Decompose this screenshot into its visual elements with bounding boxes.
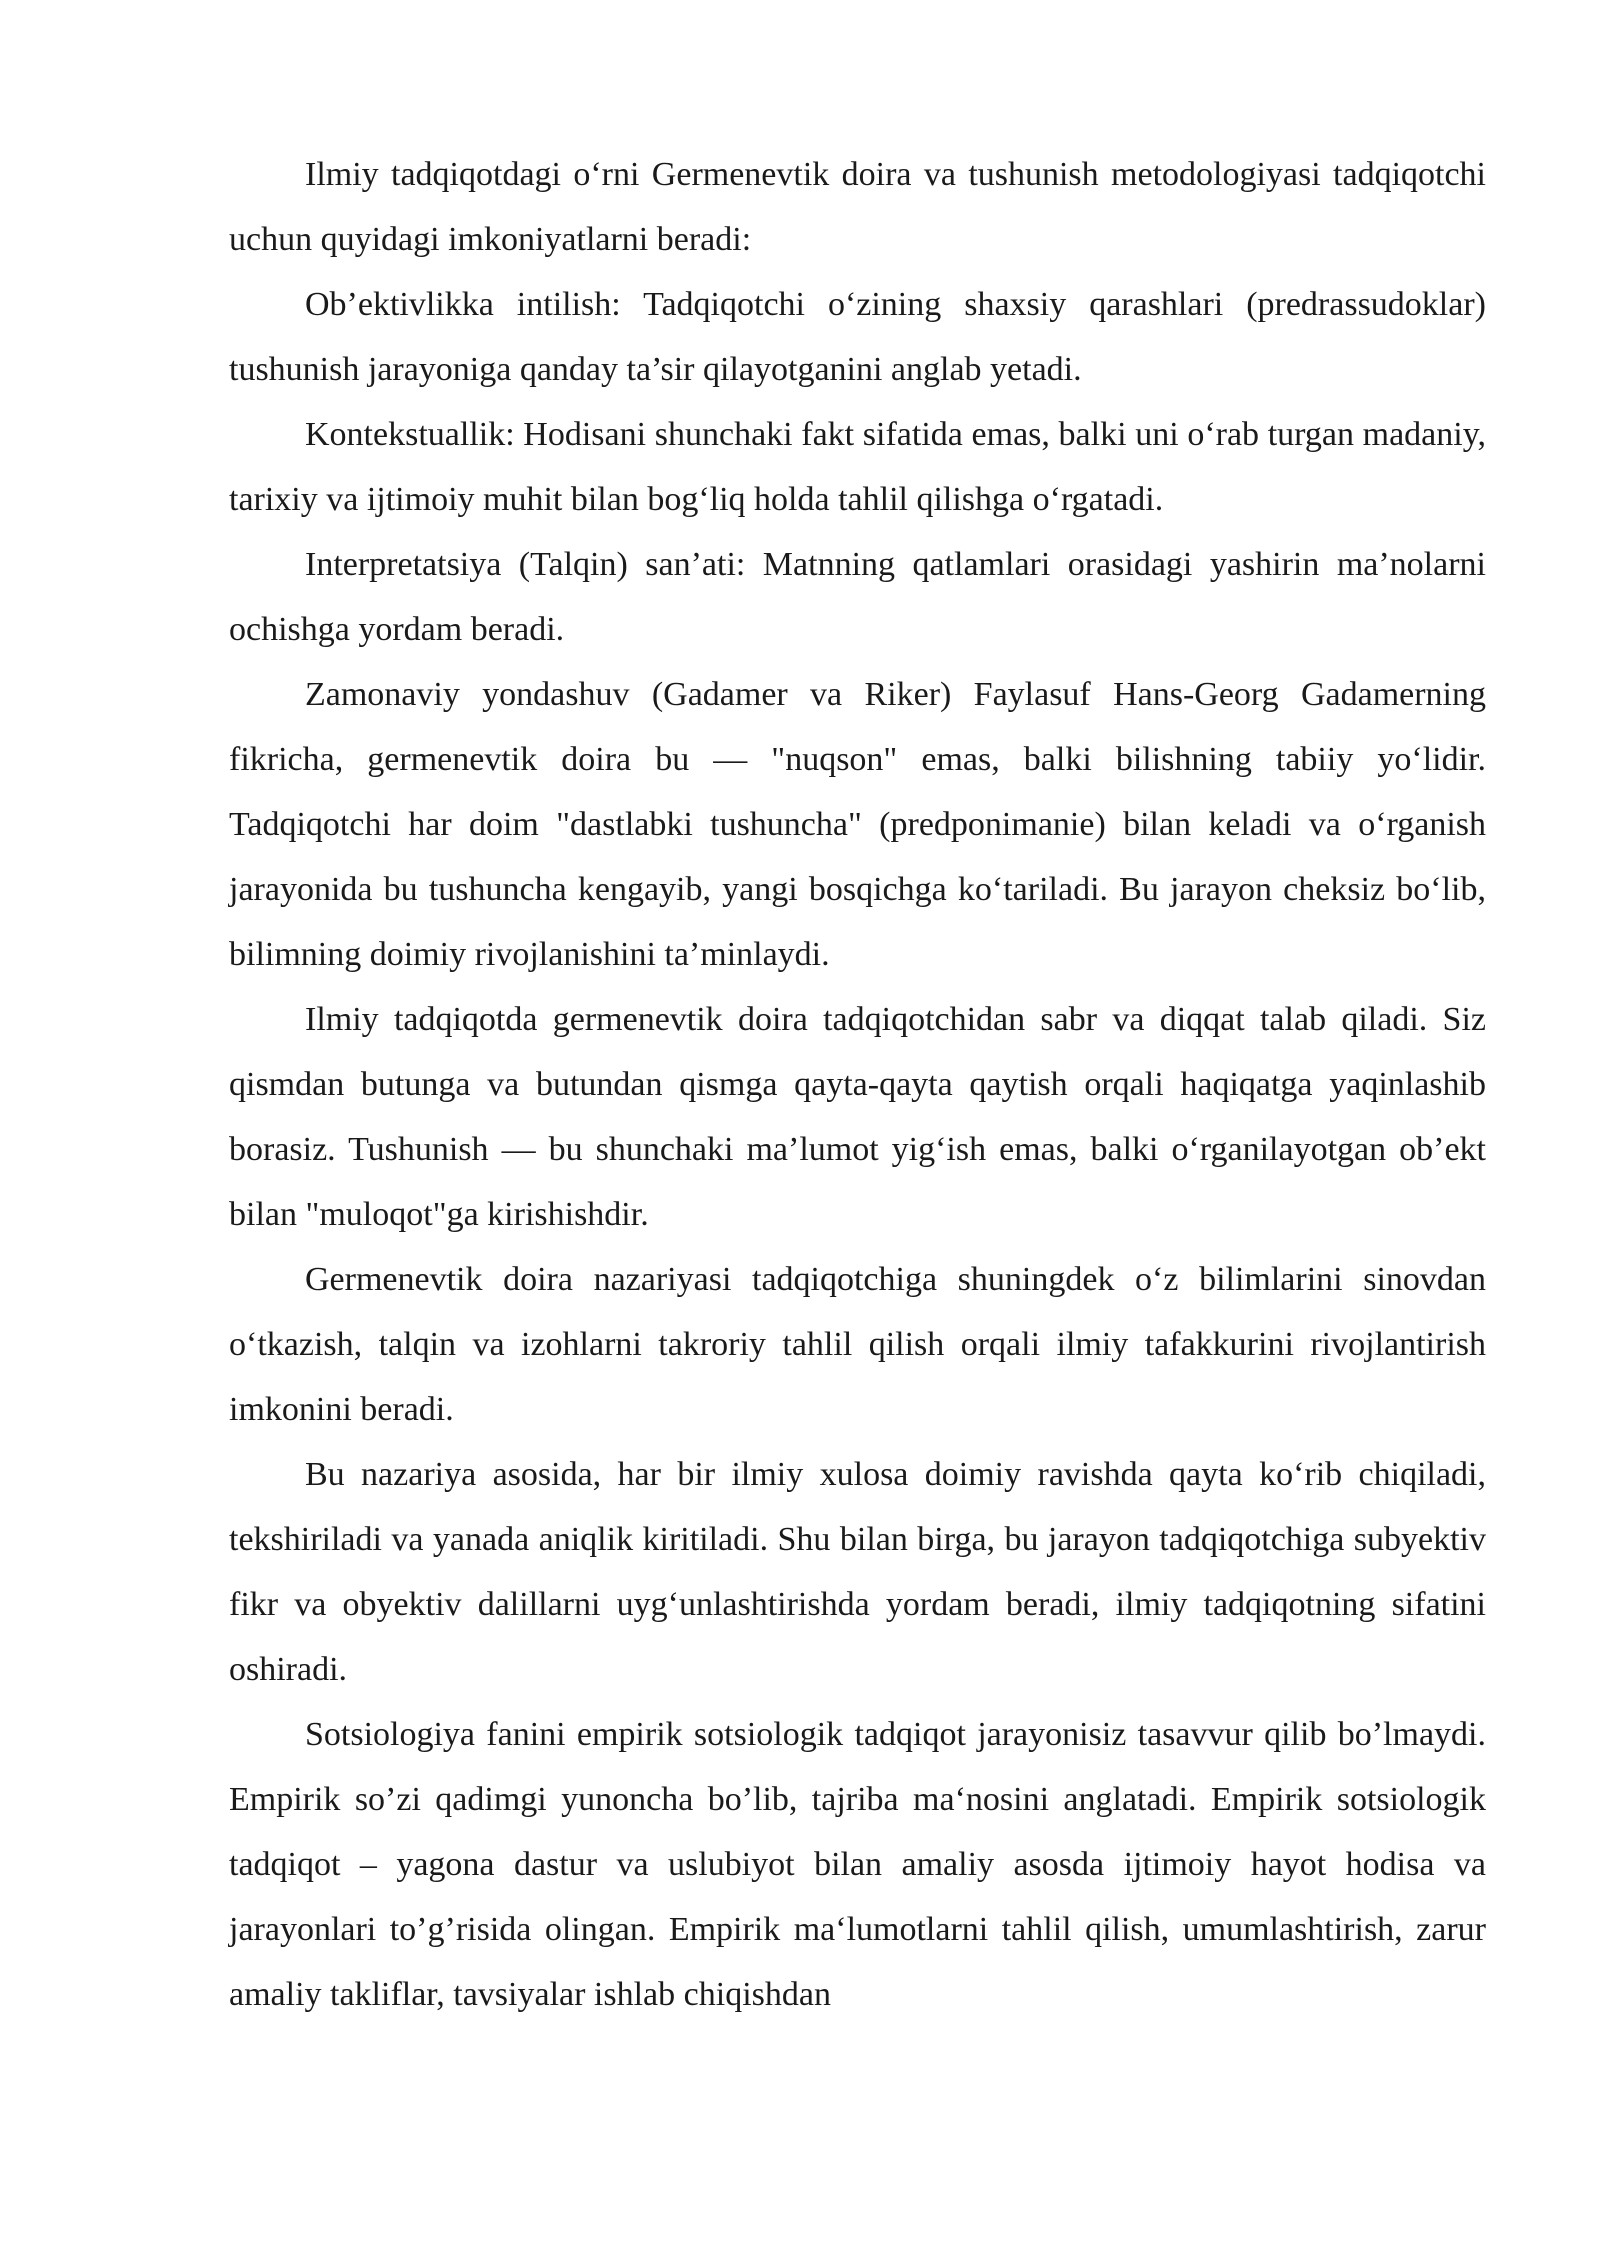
paragraph-9: Sotsiologiya fanini empirik sotsiologik tadqiqot jarayonisiz tasavvur qilib bo’lmaydi. Empirik so’zi qadimgi yunoncha bo’lib, tajriba ma‘nosini anglatadi. Empirik sotsiologik tadqiqot – yagona dastur va uslubiyot bilan amaliy asosda ijtimoiy hayot hodisa va jarayonlari to’g’risida olingan. Empirik ma‘lumotlarni tahlil qilish, umumlashtirish, zarur amaliy takliflar, tavsiyalar ishlab chiqishdan	[229, 1716, 1486, 2013]
paragraph-6: Ilmiy tadqiqotda germenevtik doira tadqiqotchidan sabr va diqqat talab qiladi. Siz qismdan butunga va butundan qismga qayta-qayta qaytish orqali haqiqatga yaqinlashib borasiz. Tushunish — bu shunchaki ma’lumot yig‘ish emas, balki o‘rganilayotgan ob’ekt bilan "muloqot"ga kirishishdir.	[229, 1001, 1486, 1233]
paragraph-2: Ob’ektivlikka intilish: Tadqiqotchi o‘zining shaxsiy qarashlari (predrassudoklar) tushunish jarayoniga qanday ta’sir qilayotganini anglab yetadi.	[229, 286, 1486, 388]
paragraph-8: Bu nazariya asosida, har bir ilmiy xulosa doimiy ravishda qayta ko‘rib chiqiladi, tekshiriladi va yanada aniqlik kiritiladi. Shu bilan birga, bu jarayon tadqiqotchiga subyektiv fikr va obyektiv dalillarni uyg‘unlashtirishda yordam beradi, ilmiy tadqiqotning sifatini oshiradi.	[229, 1456, 1486, 1688]
document-body	[229, 142, 1486, 2027]
paragraph-4: Interpretatsiya (Talqin) san’ati: Matnning qatlamlari orasidagi yashirin ma’nolarni ochishga yordam beradi.	[229, 546, 1486, 648]
paragraph-5: Zamonaviy yondashuv (Gadamer va Riker) Faylasuf Hans-Georg Gadamerning fikricha, germenevtik doira bu — "nuqson" emas, balki bilishning tabiiy yo‘lidir. Tadqiqotchi har doim "dastlabki tushuncha" (predponimanie) bilan keladi va o‘rganish jarayonida bu tushuncha kengayib, yangi bosqichga ko‘tariladi. Bu jarayon cheksiz bo‘lib, bilimning doimiy rivojlanishini ta’minlaydi.	[229, 676, 1486, 973]
paragraph-1: Ilmiy tadqiqotdagi o‘rni Germenevtik doira va tushunish metodologiyasi tadqiqotchi uchun quyidagi imkoniyatlarni beradi:	[229, 156, 1486, 258]
paragraph-7: Germenevtik doira nazariyasi tadqiqotchiga shuningdek o‘z bilimlarini sinovdan o‘tkazish, talqin va izohlarni takroriy tahlil qilish orqali ilmiy tafakkurini rivojlantirish imkonini beradi.	[229, 1261, 1486, 1428]
paragraph-3: Kontekstuallik: Hodisani shunchaki fakt sifatida emas, balki uni o‘rab turgan madaniy, tarixiy va ijtimoiy muhit bilan bog‘liq holda tahlil qilishga o‘rgatadi.	[229, 416, 1486, 518]
